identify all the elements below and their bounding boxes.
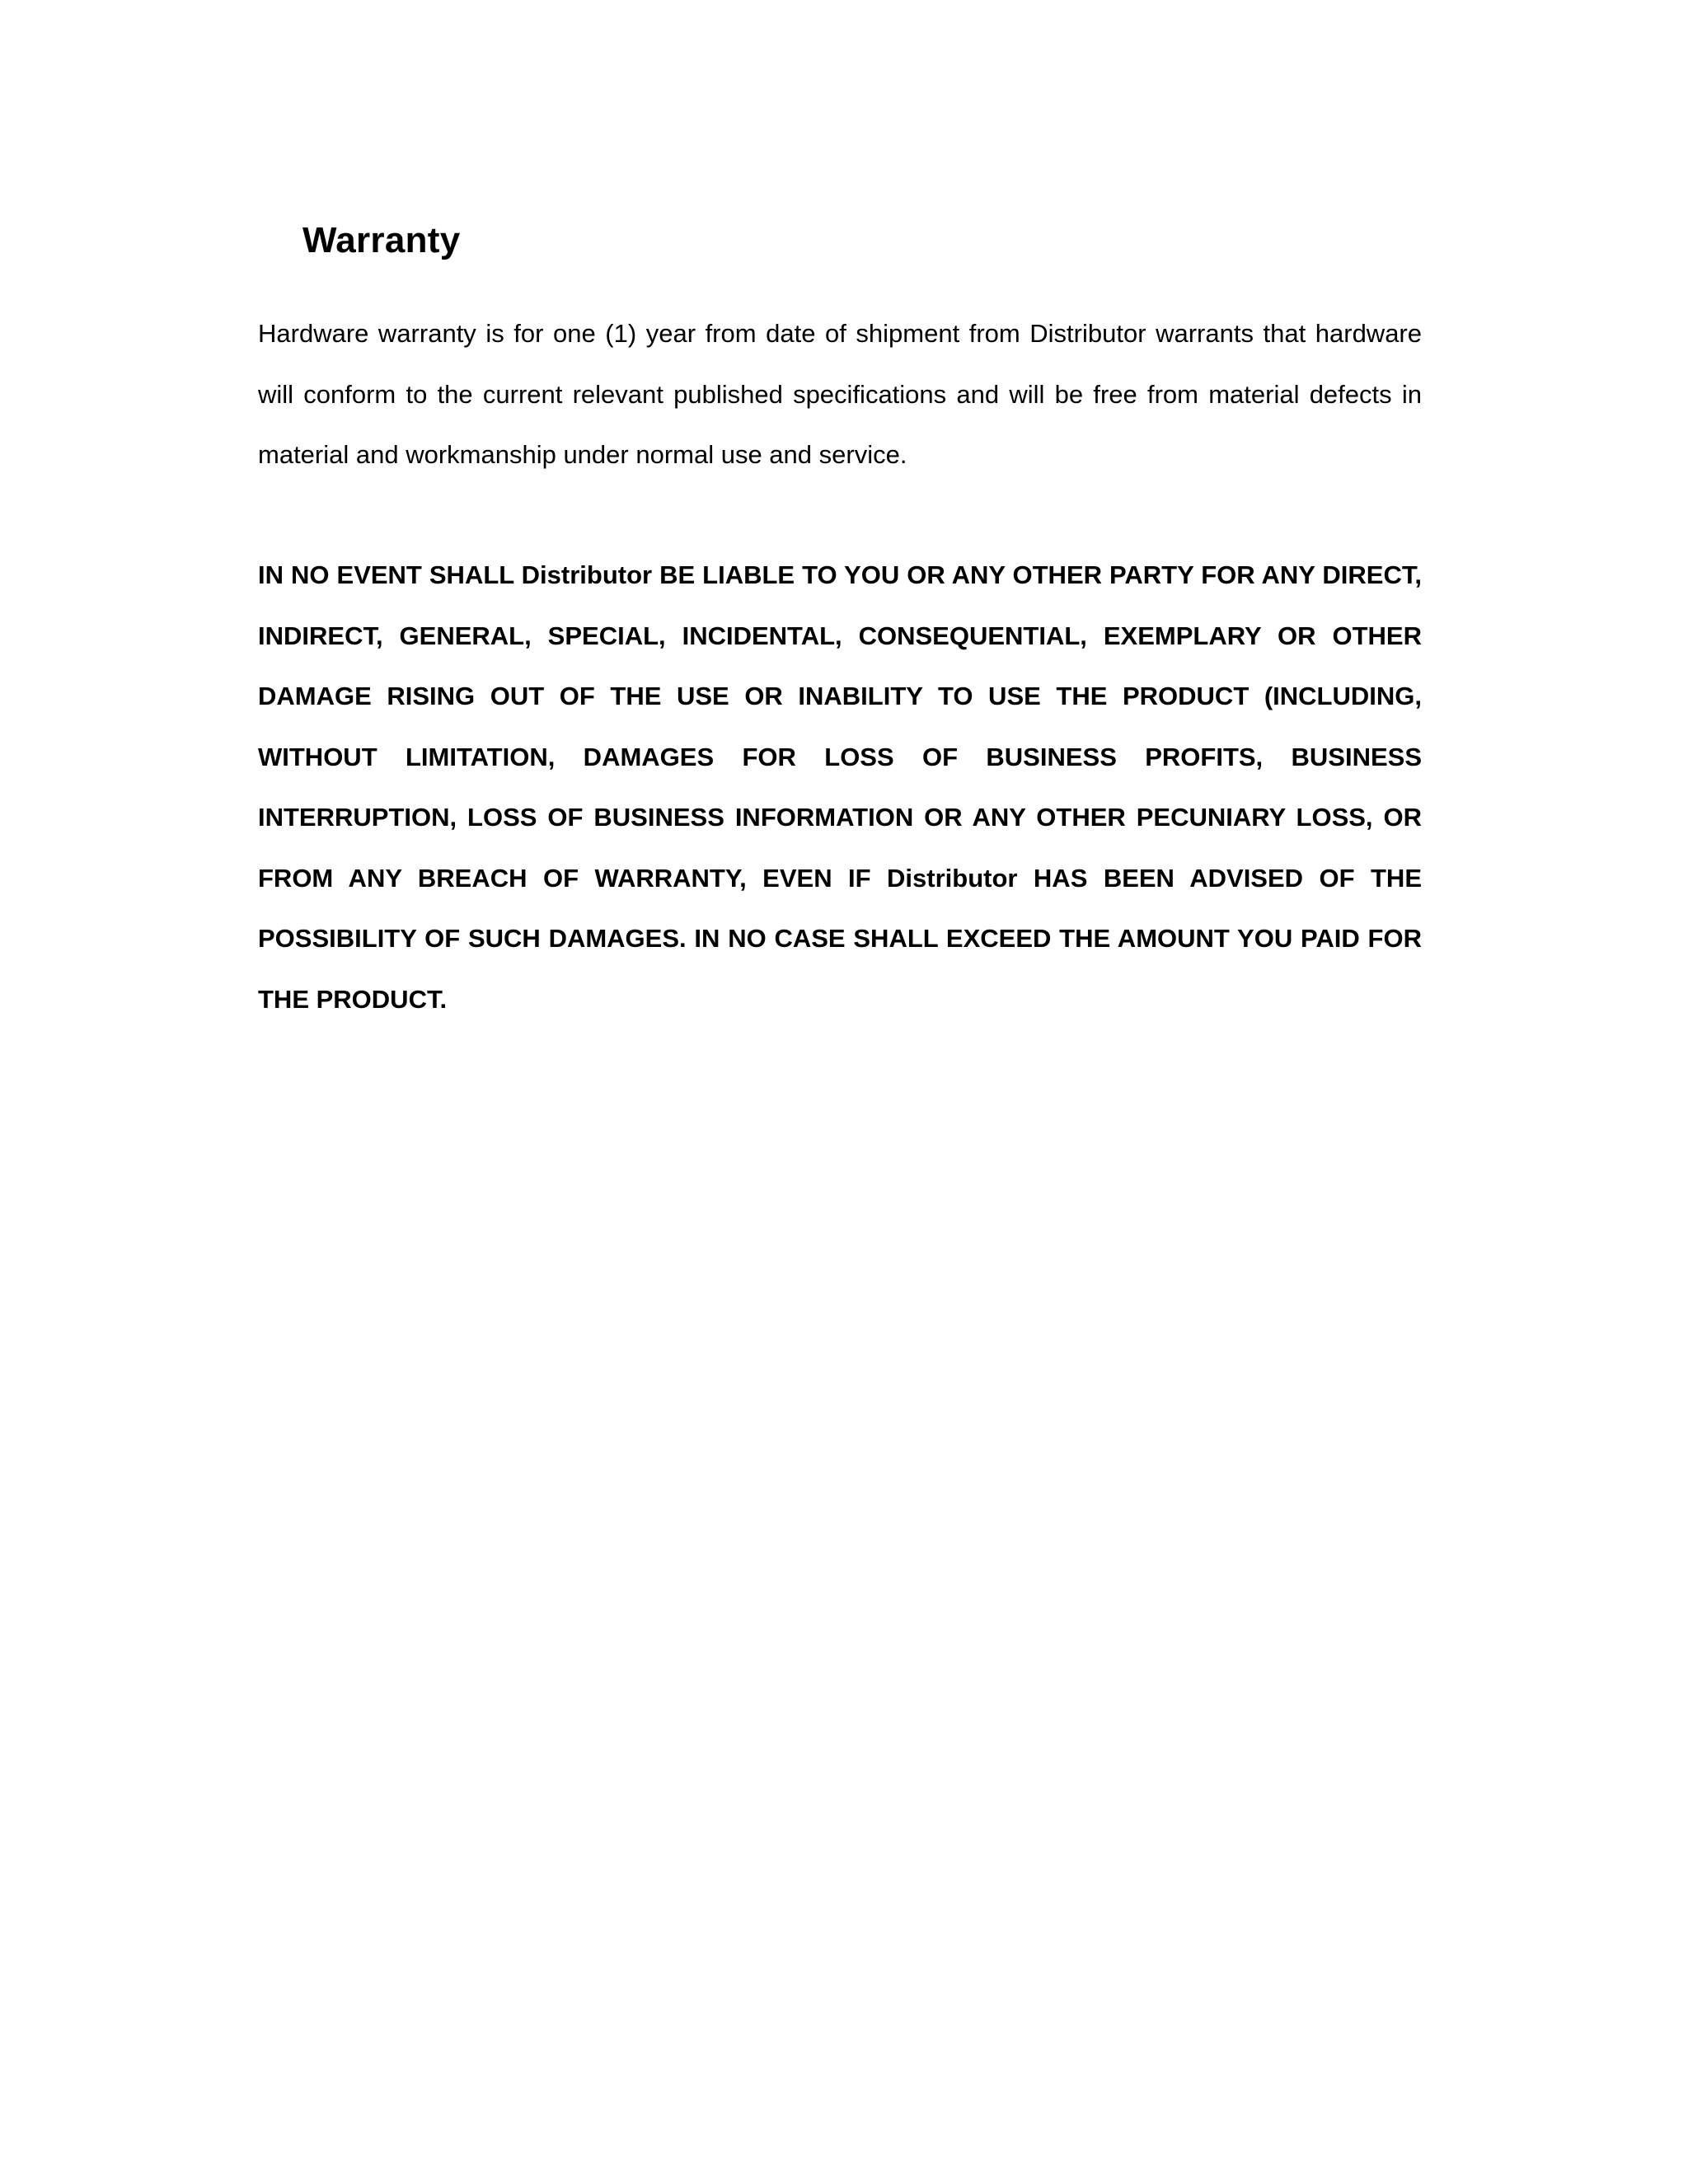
warranty-paragraph: Hardware warranty is for one (1) year from date of shipment from Distributor warrants that hardware will conform to the current relevant published specifications and will be free from material defects in material and workmanship under normal use and service. xyxy=(258,319,1422,469)
liability-disclaimer-paragraph: IN NO EVENT SHALL Distributor BE LIABLE TO YOU OR ANY OTHER PARTY FOR ANY DIRECT, INDIRECT, GENERAL, SPECIAL, INCIDENTAL, CONSEQUENTIAL, EXEMPLARY OR OTHER DAMAGE RISING OUT OF THE USE OR INABILITY TO USE THE PRODUCT (INCLUDING, WITHOUT LIMITATION, DAMAGES FOR LOSS OF BUSINESS PROFITS, BUSINESS INTERRUPTION, LOSS OF BUSINESS INFORMATION OR ANY OTHER PECUNIARY LOSS, OR FROM ANY BREACH OF WARRANTY, EVEN IF Distributor HAS BEEN ADVISED OF THE POSSIBILITY OF SUCH DAMAGES. IN NO CASE SHALL EXCEED THE AMOUNT YOU PAID FOR THE PRODUCT. xyxy=(258,560,1422,1014)
page-title: Warranty xyxy=(302,220,461,260)
